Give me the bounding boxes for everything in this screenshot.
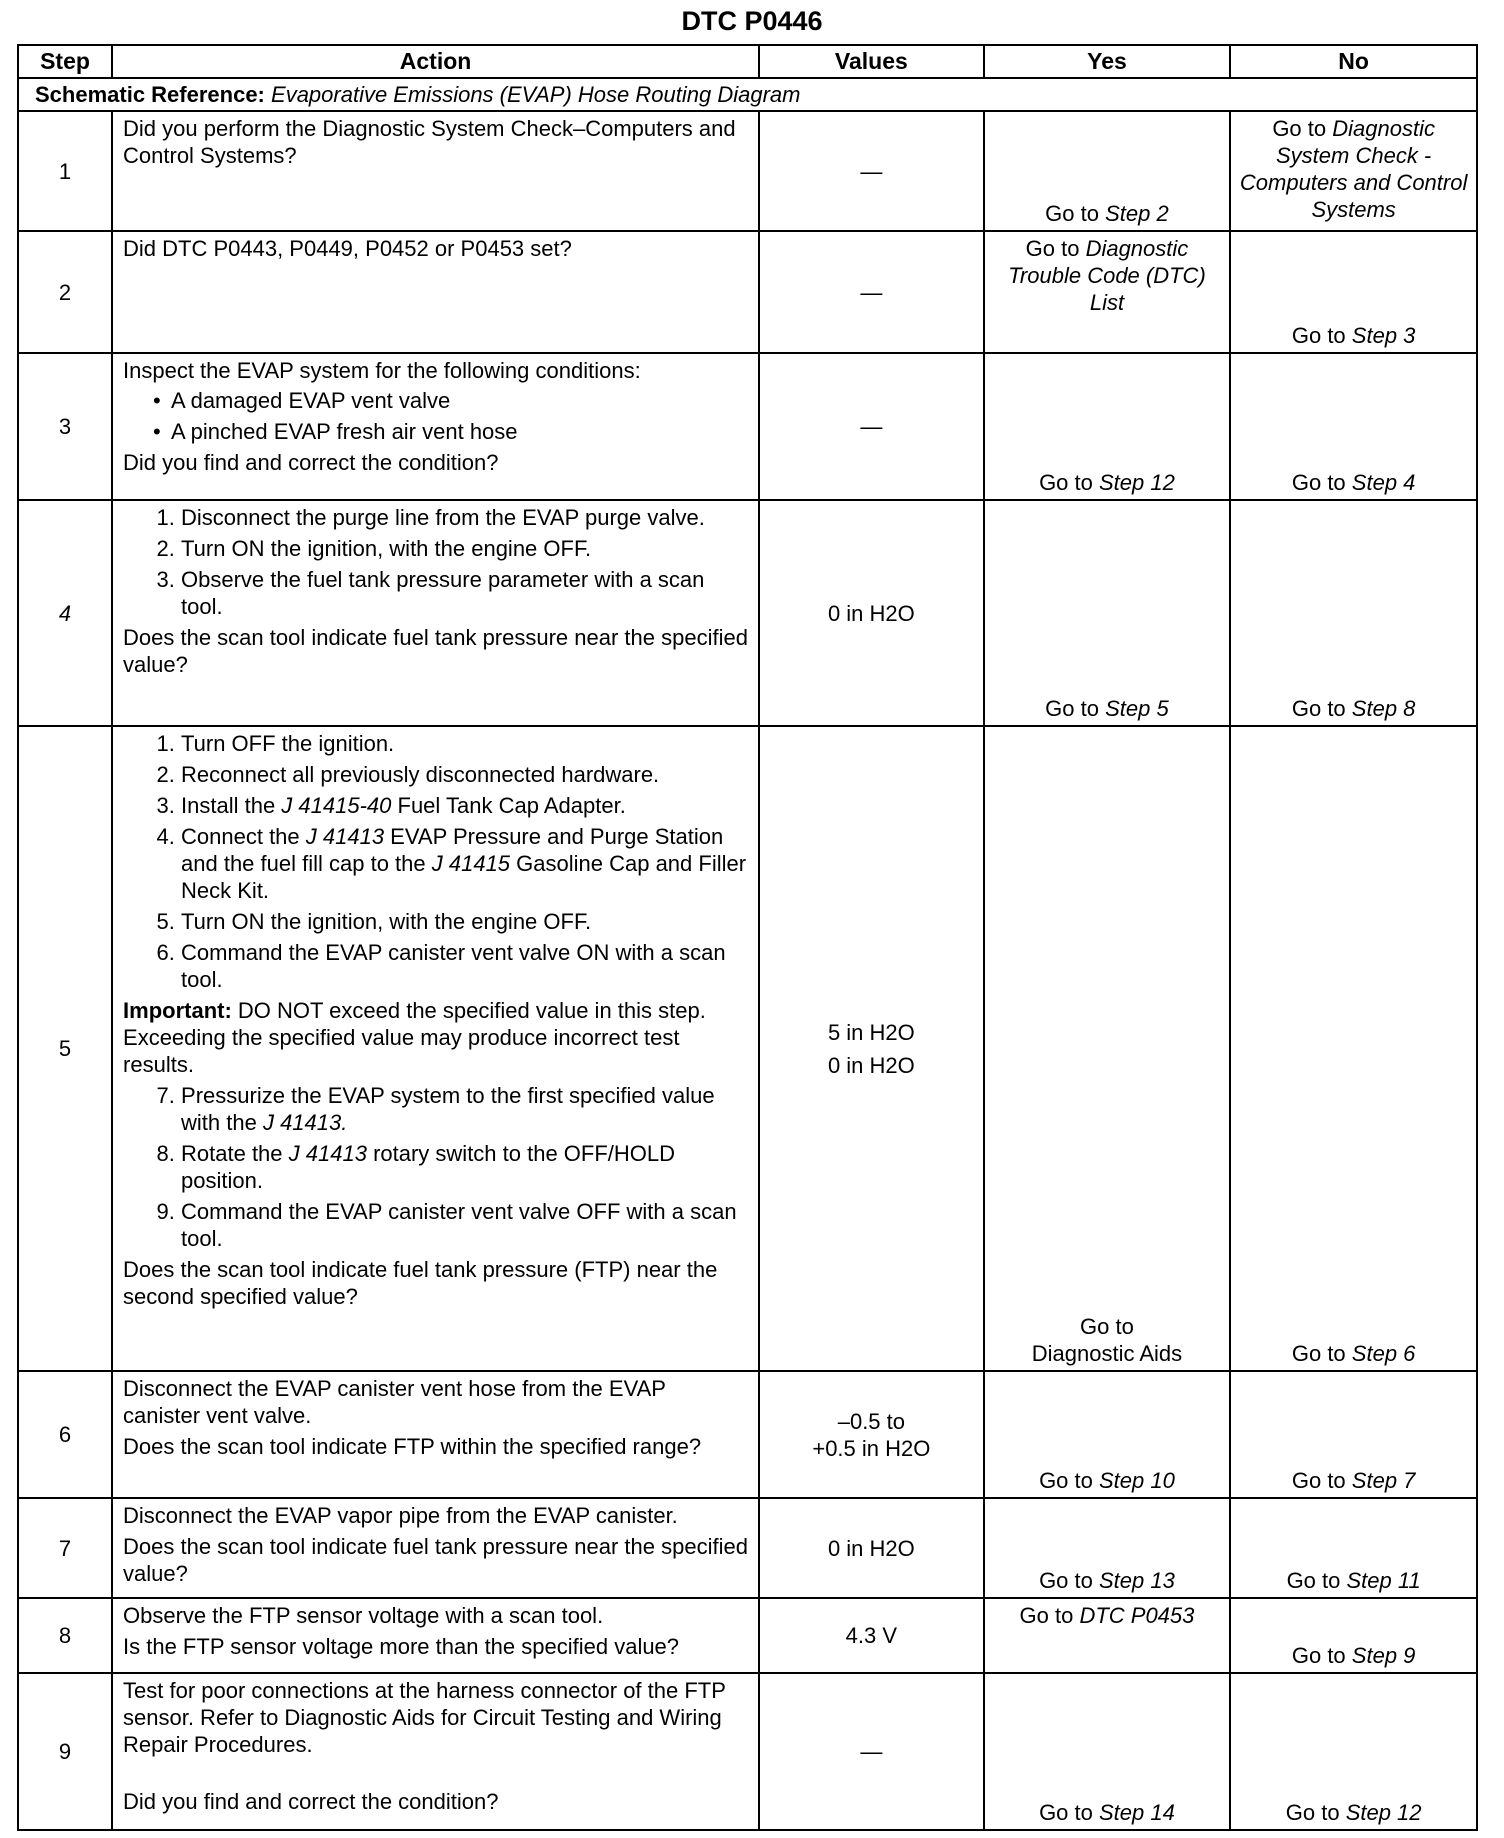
value-cell: 0 in H2O	[759, 1498, 984, 1598]
step-number: 9	[18, 1673, 112, 1830]
list-item: 2. Reconnect all previously disconnected hardware.	[181, 761, 748, 788]
no-link[interactable]: Step 8	[1351, 696, 1416, 722]
yes-link[interactable]: DTC P0453	[1079, 1603, 1195, 1629]
action-cell	[112, 231, 759, 352]
question-text: Did you find and correct the condition?	[123, 449, 499, 475]
goto-label: Go to	[1286, 1568, 1341, 1594]
procedure-list	[123, 1082, 748, 1252]
table-row	[18, 353, 1477, 500]
item-text: Rotate the	[181, 1141, 289, 1167]
no-link[interactable]: Step 11	[1346, 1568, 1421, 1594]
question-text: Does the scan tool indicate fuel tank pressure near the specified value?	[123, 1534, 748, 1587]
no-cell	[1230, 353, 1477, 500]
table-row	[18, 231, 1477, 352]
list-item: 5. Turn ON the ignition, with the engine OFF.	[181, 908, 748, 935]
action-cell	[112, 111, 759, 231]
yes-link[interactable]: Diagnostic Trouble Code (DTC) List	[1008, 236, 1206, 316]
diagnostic-table	[17, 44, 1478, 1831]
goto-label: Go to	[1039, 1468, 1093, 1494]
yes-cell	[984, 1371, 1231, 1498]
goto-label: Go to	[1291, 1340, 1346, 1366]
yes-link[interactable]: Step 5	[1105, 696, 1169, 722]
goto-label: Go to	[1272, 116, 1327, 142]
list-item: 1. Turn OFF the ignition.	[181, 730, 748, 757]
yes-cell	[984, 726, 1231, 1370]
step-number: 4	[18, 500, 112, 727]
yes-link[interactable]: Step 10	[1099, 1468, 1175, 1494]
step-number: 2	[18, 231, 112, 352]
goto-label: Go to	[1039, 469, 1093, 495]
no-cell	[1230, 1498, 1477, 1598]
action-text: Test for poor connections at the harness connector of the FTP sensor. Refer to Diagnostic Aids for Circuit Testing and Wiring Repair Procedures.	[123, 1677, 726, 1757]
goto-label: Go to	[1045, 696, 1099, 722]
list-item	[181, 792, 748, 819]
list-item: 1. Disconnect the purge line from the EVAP purge valve.	[181, 504, 748, 531]
yes-cell	[984, 1498, 1231, 1598]
procedure-list	[123, 504, 748, 620]
item-text: Fuel Tank Cap Adapter.	[391, 793, 626, 819]
yes-cell	[984, 111, 1231, 231]
list-item	[181, 1082, 748, 1136]
goto-label: Go to	[1291, 1468, 1346, 1494]
value-range-end: +0.5 in H2O	[812, 1435, 931, 1461]
header-values: Values	[759, 45, 984, 78]
no-link[interactable]: Step 3	[1351, 322, 1416, 348]
value-range-start: –0.5 to	[837, 1408, 905, 1434]
yes-link[interactable]: Diagnostic Aids	[1031, 1340, 1183, 1366]
tool-ref: J 41413.	[262, 1110, 348, 1136]
table-row	[18, 111, 1477, 231]
condition-list	[123, 387, 748, 445]
list-item	[181, 1140, 748, 1194]
schematic-reference-row	[18, 78, 1477, 111]
table-row	[18, 1498, 1477, 1598]
list-item: 6. Command the EVAP canister vent valve ON with a scan tool.	[181, 939, 748, 993]
value-cell: —	[759, 111, 984, 231]
important-note	[123, 997, 748, 1078]
no-link[interactable]: Step 7	[1351, 1468, 1416, 1494]
table-row	[18, 1371, 1477, 1498]
header-row	[18, 45, 1477, 78]
list-item: 2. Turn ON the ignition, with the engine OFF.	[181, 535, 748, 562]
header-no: No	[1230, 45, 1477, 78]
item-text: Connect the	[181, 824, 306, 850]
item-text: Pressurize the EVAP system to the first specified value with the	[181, 1083, 715, 1136]
action-cell	[112, 500, 759, 727]
table-row	[18, 1598, 1477, 1672]
no-cell	[1230, 1598, 1477, 1672]
no-cell	[1230, 1371, 1477, 1498]
intro-text: Inspect the EVAP system for the following conditions:	[123, 357, 641, 383]
yes-link[interactable]: Step 13	[1099, 1568, 1175, 1594]
goto-label: Go to	[1039, 1800, 1093, 1825]
yes-link[interactable]: Step 2	[1105, 201, 1169, 227]
no-link[interactable]: Step 12	[1345, 1800, 1422, 1825]
value-cell: —	[759, 231, 984, 352]
goto-label: Go to	[1039, 1568, 1093, 1594]
tool-ref: J 41413	[305, 824, 385, 850]
action-cell	[112, 353, 759, 500]
goto-label: Go to	[1080, 1313, 1134, 1339]
no-cell	[1230, 500, 1477, 727]
yes-link[interactable]: Step 14	[1099, 1800, 1175, 1825]
question-text: Does the scan tool indicate FTP within the specified range?	[123, 1433, 702, 1459]
tool-ref: J 41413	[288, 1141, 367, 1167]
yes-cell	[984, 231, 1231, 352]
item-text: Gasoline Cap and Filler Neck Kit.	[181, 851, 747, 904]
yes-cell	[984, 1673, 1231, 1830]
question-text: Did you find and correct the condition?	[123, 1788, 499, 1814]
goto-label: Go to	[1285, 1800, 1340, 1825]
step-number: 5	[18, 726, 112, 1370]
goto-label: Go to	[1291, 322, 1346, 348]
schematic-label: Schematic Reference:	[35, 82, 265, 108]
value-second: 0 in H2O	[827, 1052, 915, 1078]
yes-cell	[984, 353, 1231, 500]
action-cell	[112, 1498, 759, 1598]
goto-label: Go to	[1025, 236, 1080, 262]
value-cell: —	[759, 353, 984, 500]
step-number: 1	[18, 111, 112, 231]
action-text: Disconnect the EVAP vapor pipe from the EVAP canister.	[123, 1503, 678, 1529]
table-row	[18, 500, 1477, 727]
goto-label: Go to	[1045, 201, 1099, 227]
value-first: 5 in H2O	[827, 1019, 915, 1045]
list-item: • A damaged EVAP vent valve	[171, 387, 748, 414]
question-text: Is the FTP sensor voltage more than the specified value?	[123, 1634, 680, 1660]
tool-ref: J 41415-40	[281, 793, 392, 819]
action-cell	[112, 726, 759, 1370]
no-cell	[1230, 111, 1477, 231]
step-number: 3	[18, 353, 112, 500]
goto-label: Go to	[1291, 696, 1346, 722]
question-text: Does the scan tool indicate fuel tank pressure (FTP) near the second specified value?	[123, 1257, 718, 1310]
document-title: DTC P0446	[681, 6, 823, 36]
no-link[interactable]: Diagnostic System Check - Computers and Control Systems	[1239, 116, 1468, 223]
schematic-link[interactable]: Evaporative Emissions (EVAP) Hose Routing Diagram	[271, 82, 801, 108]
table-row	[18, 726, 1477, 1370]
no-cell	[1230, 726, 1477, 1370]
no-link[interactable]: Step 4	[1351, 469, 1416, 495]
step-number: 6	[18, 1371, 112, 1498]
no-link[interactable]: Step 9	[1351, 1642, 1416, 1668]
header-step: Step	[18, 45, 112, 78]
list-item: 3. Observe the fuel tank pressure parameter with a scan tool.	[181, 566, 748, 620]
item-text: EVAP Pressure and Purge Station and the fuel fill cap to the	[181, 824, 724, 877]
value-cell: 4.3 V	[759, 1598, 984, 1672]
list-item: • A pinched EVAP fresh air vent hose	[171, 418, 748, 445]
procedure-list	[123, 730, 748, 993]
important-label: Important:	[123, 998, 232, 1024]
question-text: Did DTC P0443, P0449, P0452 or P0453 set?	[123, 236, 572, 262]
yes-cell	[984, 1598, 1231, 1672]
no-link[interactable]: Step 6	[1351, 1340, 1416, 1366]
goto-label: Go to	[1291, 1642, 1346, 1668]
item-text: rotary switch to the OFF/HOLD position.	[181, 1141, 676, 1194]
yes-cell	[984, 500, 1231, 727]
goto-label: Go to	[1291, 469, 1346, 495]
step-number: 8	[18, 1598, 112, 1672]
header-action: Action	[112, 45, 759, 78]
header-yes: Yes	[984, 45, 1231, 78]
tool-ref: J 41415	[431, 851, 511, 877]
action-cell	[112, 1673, 759, 1830]
list-item: 9. Command the EVAP canister vent valve OFF with a scan tool.	[181, 1198, 748, 1252]
no-cell	[1230, 1673, 1477, 1830]
value-cell: —	[759, 1673, 984, 1830]
goto-label: Go to	[1019, 1603, 1074, 1629]
action-text: Observe the FTP sensor voltage with a scan tool.	[123, 1603, 604, 1629]
value-cell	[759, 1371, 984, 1498]
yes-link[interactable]: Step 12	[1099, 469, 1175, 495]
question-text: Did you perform the Diagnostic System Check–Computers and Control Systems?	[123, 116, 736, 169]
table-row	[18, 1673, 1477, 1830]
list-item	[181, 823, 748, 904]
item-text: Install the	[181, 793, 282, 819]
step-number: 7	[18, 1498, 112, 1598]
no-cell	[1230, 231, 1477, 352]
action-cell	[112, 1598, 759, 1672]
action-cell	[112, 1371, 759, 1498]
important-text: DO NOT exceed the specified value in this step. Exceeding the specified value may produce incorrect test results.	[123, 998, 706, 1078]
question-text: Does the scan tool indicate fuel tank pressure near the specified value?	[123, 624, 748, 677]
value-cell: 0 in H2O	[759, 500, 984, 727]
value-cell	[759, 726, 984, 1370]
action-text: Disconnect the EVAP canister vent hose from the EVAP canister vent valve.	[123, 1375, 666, 1428]
